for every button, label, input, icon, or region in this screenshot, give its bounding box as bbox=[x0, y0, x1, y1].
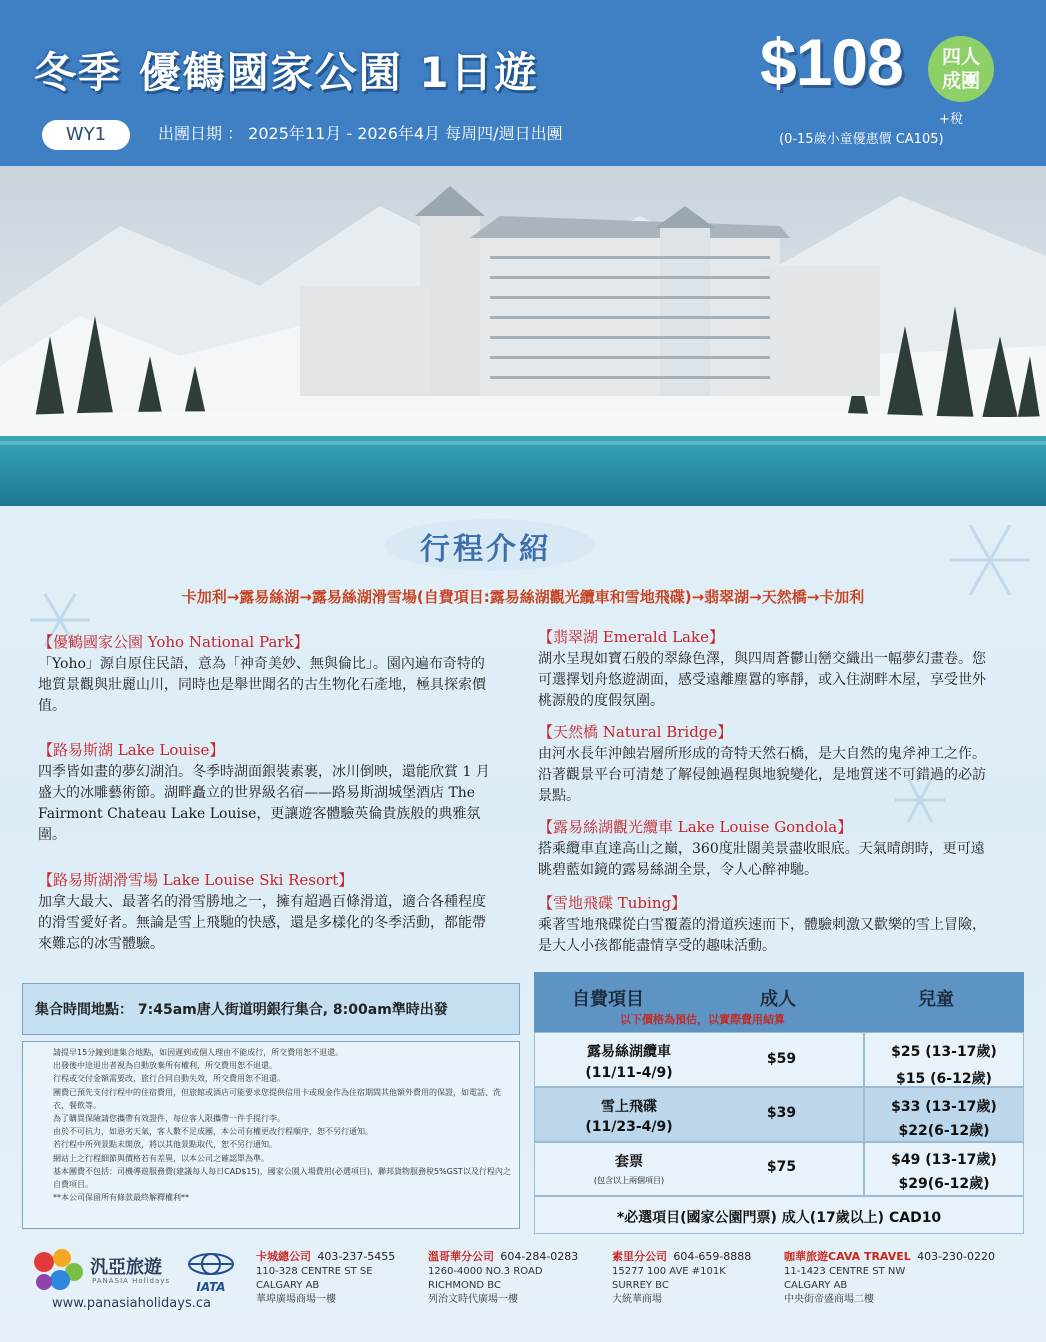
office-address-2: CALGARY AB bbox=[256, 1280, 320, 1291]
row-child-price-2: $15 (6-12歲) bbox=[896, 1071, 992, 1087]
meeting-info: 集合時間地點： 7:45am唐人街道明銀行集合, 8:00am準時出發 bbox=[22, 983, 520, 1035]
row-item: 雪上飛碟 bbox=[601, 1099, 657, 1115]
note-item: • **本公司保留所有條款最終解釋權利** bbox=[53, 1191, 511, 1204]
route-line: 卡加利→露易絲湖→露易絲湖滑雪場(自費項目:露易絲湖觀光纜車和雪地飛碟)→翡翠湖→天然橋→卡加利 bbox=[181, 588, 865, 606]
row-child-price-1: $49 (13-17歲) bbox=[891, 1152, 997, 1168]
office-address-1: 110-328 CENTRE ST SE bbox=[256, 1266, 373, 1277]
row-child-price-1: $33 (13-17歲) bbox=[891, 1099, 997, 1115]
iata-label: IATA bbox=[196, 1280, 226, 1294]
office-address-3: 華埠廣場商場一樓 bbox=[256, 1294, 336, 1305]
office-address-1: 11-1423 CENTRE ST NW bbox=[784, 1266, 906, 1277]
panasia-logo-icon bbox=[30, 1248, 88, 1294]
section-text: 加拿大最大、最著名的滑雪勝地之一，擁有超過百條滑道，適合各種程度的滑雪愛好者。無論是雪上飛馳的快感，還是多樣化的冬季活動，都能帶來難忘的冰雪體驗。 bbox=[38, 894, 486, 952]
section-lake-louise bbox=[38, 740, 498, 846]
office-name: 素里分公司 bbox=[612, 1250, 667, 1263]
chateau-lake-photo bbox=[0, 166, 1046, 506]
note-item: • 請提早15分鐘到達集合地點，如因遲到或個人理由不能成行，所交費用恕不退還。 bbox=[53, 1046, 511, 1059]
note-item: • 網站上之行程細節與價格若有差異，以本公司之確認單為準。 bbox=[53, 1152, 511, 1165]
section-title: 【路易斯湖滑雪場 Lake Louise Ski Resort】 bbox=[38, 871, 354, 889]
section-text: 由河水長年沖蝕岩層所形成的奇特天然石橋，是大自然的鬼斧神工之作。沿著觀景平台可清楚了解侵蝕過程與地貌變化，是地質迷不可錯過的必訪景點。 bbox=[538, 746, 986, 804]
page-title: 冬季 優鶴國家公園 1日遊 bbox=[34, 48, 539, 97]
office-phone[interactable]: 604-659-8888 bbox=[673, 1250, 752, 1263]
hero-photo bbox=[0, 166, 1046, 506]
note-item: • 若行程中所列景點未開放，將以其他景點取代，恕不另行通知。 bbox=[53, 1138, 511, 1151]
section-gondola bbox=[538, 817, 998, 881]
section-title: 【路易斯湖 Lake Louise】 bbox=[38, 741, 225, 759]
office-address-3: 列治文時代廣場一樓 bbox=[428, 1294, 518, 1305]
badge-line-2: 成團 bbox=[941, 70, 980, 92]
min-group-badge bbox=[928, 36, 994, 102]
section-ski-resort bbox=[38, 870, 498, 955]
section-emerald-lake bbox=[538, 627, 998, 712]
mandatory-fee-note: *必選項目(國家公園門票) 成人(17歲以上) CAD10 bbox=[616, 1210, 942, 1226]
row-period: (包含以上兩個項目) bbox=[593, 1176, 665, 1185]
section-text: 四季皆如畫的夢幻湖泊。冬季時湖面銀裝素裹，冰川倒映，還能欣賞 1 月盛大的冰雕藝術節。湖畔矗立的世界級名宿——路易斯湖城堡酒店 The Fairmont Chateau Lake Louise，更讓遊客體驗英倫貴族般的典雅氛圍。 bbox=[38, 764, 490, 843]
row-item: 露易絲湖纜車 bbox=[587, 1044, 671, 1060]
section-title: 【優鶴國家公園 Yoho National Park】 bbox=[38, 633, 309, 651]
section-title: 【雪地飛碟 Tubing】 bbox=[538, 894, 687, 912]
section-yoho bbox=[38, 632, 498, 717]
office-name: 卡城總公司 bbox=[256, 1250, 311, 1263]
badge-line-1: 四人 bbox=[941, 46, 980, 68]
office-address-3: 大統華商場 bbox=[612, 1294, 662, 1305]
tour-price: $108 bbox=[760, 25, 903, 99]
note-item: • 團費已預先支付行程中的住宿費用，但旅館或酒店可能要求您提供信用卡或現金作為住宿期間其他額外費用的保證，如電話、洗衣、餐飲等。 bbox=[53, 1086, 511, 1112]
note-item: • 由於不可抗力，如惡劣天氣，客人數不足成團，本公司有權更改行程順序，恕不另行通知。 bbox=[53, 1125, 511, 1138]
iata-logo bbox=[186, 1252, 236, 1294]
office-address-2: RICHMOND BC bbox=[428, 1280, 501, 1291]
row-adult-price: $75 bbox=[766, 1159, 797, 1175]
office-cava-travel bbox=[784, 1250, 995, 1307]
row-child-price-2: $22(6-12歲) bbox=[898, 1123, 990, 1139]
tax-note: +稅 bbox=[939, 112, 963, 127]
section-text: 湖水呈現如寶石般的翠綠色澤，與四周蒼鬱山巒交織出一幅夢幻畫卷。您可選擇划舟悠遊湖面，感受遠離塵囂的寧靜，或入住湖畔木屋，享受世外桃源般的度假氛圍。 bbox=[538, 651, 986, 709]
header-child: 兒童 bbox=[918, 989, 954, 1010]
office-address-1: 1260-4000 NO.3 ROAD bbox=[428, 1266, 543, 1277]
section-title: 【天然橋 Natural Bridge】 bbox=[538, 723, 733, 741]
departure-dates: 出團日期 ： 2025年11月 - 2026年4月 每周四/週日出團 bbox=[158, 124, 563, 143]
office-phone[interactable]: 403-237-5455 bbox=[317, 1250, 396, 1263]
office-address-3: 中央街帝盛商場二樓 bbox=[784, 1294, 874, 1305]
office-vancouver bbox=[428, 1250, 578, 1307]
child-price-note: (0-15歲小童優惠價 CA105) bbox=[779, 132, 944, 147]
website-link[interactable]: www.panasiaholidays.ca bbox=[52, 1296, 211, 1311]
section-text: 乘著雪地飛碟從白雪覆蓋的滑道疾速而下，體驗刺激又歡樂的雪上冒險，是大人小孩都能盡情享受的趣味活動。 bbox=[538, 917, 986, 954]
header-item: 自費項目 bbox=[572, 989, 644, 1010]
row-child-price-1: $25 (13-17歲) bbox=[891, 1044, 997, 1060]
office-name: 溫哥華分公司 bbox=[428, 1250, 494, 1263]
row-child-price-2: $29(6-12歲) bbox=[898, 1176, 990, 1192]
office-address-1: 15277 100 AVE #101K bbox=[612, 1266, 726, 1277]
itinerary-title: 行程介紹 bbox=[420, 532, 552, 567]
office-surrey bbox=[612, 1250, 751, 1307]
section-natural-bridge bbox=[538, 722, 998, 807]
header-adult: 成人 bbox=[760, 989, 796, 1010]
notes-list bbox=[39, 1046, 511, 1204]
row-period: (11/11-4/9) bbox=[585, 1065, 673, 1081]
note-item: • 基本團費不包括：司機導遊服務費(建議每人每日CAD$15)，國家公園入場費用(必選項目)，聯邦貨物服務稅5%GST以及行程內之自費項目。 bbox=[53, 1165, 511, 1191]
section-text: 搭乘纜車直達高山之巔，360度壯闊美景盡收眼底。天氣晴朗時，更可遠眺碧藍如鏡的露易絲湖全景，令人心醉神馳。 bbox=[538, 841, 985, 878]
office-calgary bbox=[256, 1250, 395, 1307]
office-phone[interactable]: 403-230-0220 bbox=[917, 1250, 996, 1263]
note-item: • 出發後中途退出者視為自動放棄所有權利，所交費用恕不退還。 bbox=[53, 1059, 511, 1072]
section-text: 「Yoho」源自原住民語，意為「神奇美妙、無與倫比」。園內遍布奇特的地質景觀與壯麗山川，同時也是舉世聞名的古生物化石產地，極具探索價值。 bbox=[38, 656, 486, 714]
office-address-2: CALGARY AB bbox=[784, 1280, 848, 1291]
office-phone[interactable]: 604-284-0283 bbox=[500, 1250, 579, 1263]
globe-icon bbox=[186, 1252, 236, 1276]
row-adult-price: $39 bbox=[766, 1105, 797, 1121]
section-title: 【露易絲湖觀光纜車 Lake Louise Gondola】 bbox=[538, 818, 853, 836]
section-tubing bbox=[538, 893, 998, 957]
note-item: • 行程或交付金額需要改，旅行合同自動失效，所交費用恕不退還。 bbox=[53, 1072, 511, 1085]
tour-code-badge: WY1 bbox=[42, 120, 130, 150]
office-address-2: SURREY BC bbox=[612, 1280, 669, 1291]
price-estimate-note: 以下價格為預估，以實際費用結算 bbox=[620, 1013, 785, 1026]
office-name: 咖華旅遊CAVA TRAVEL bbox=[784, 1250, 911, 1263]
terms-notes bbox=[22, 1041, 520, 1229]
row-period: (11/23-4/9) bbox=[585, 1119, 673, 1135]
row-item: 套票 bbox=[615, 1154, 643, 1170]
section-title: 【翡翠湖 Emerald Lake】 bbox=[538, 628, 724, 646]
brand-name: 汎亞旅遊 bbox=[90, 1257, 162, 1278]
note-item: • 為了購買保險請您攜帶有效證件，每位客人限攜帶一件手提行李。 bbox=[53, 1112, 511, 1125]
row-adult-price: $59 bbox=[766, 1051, 797, 1067]
brand-subtitle: PANASIA Holidays bbox=[92, 1277, 171, 1285]
